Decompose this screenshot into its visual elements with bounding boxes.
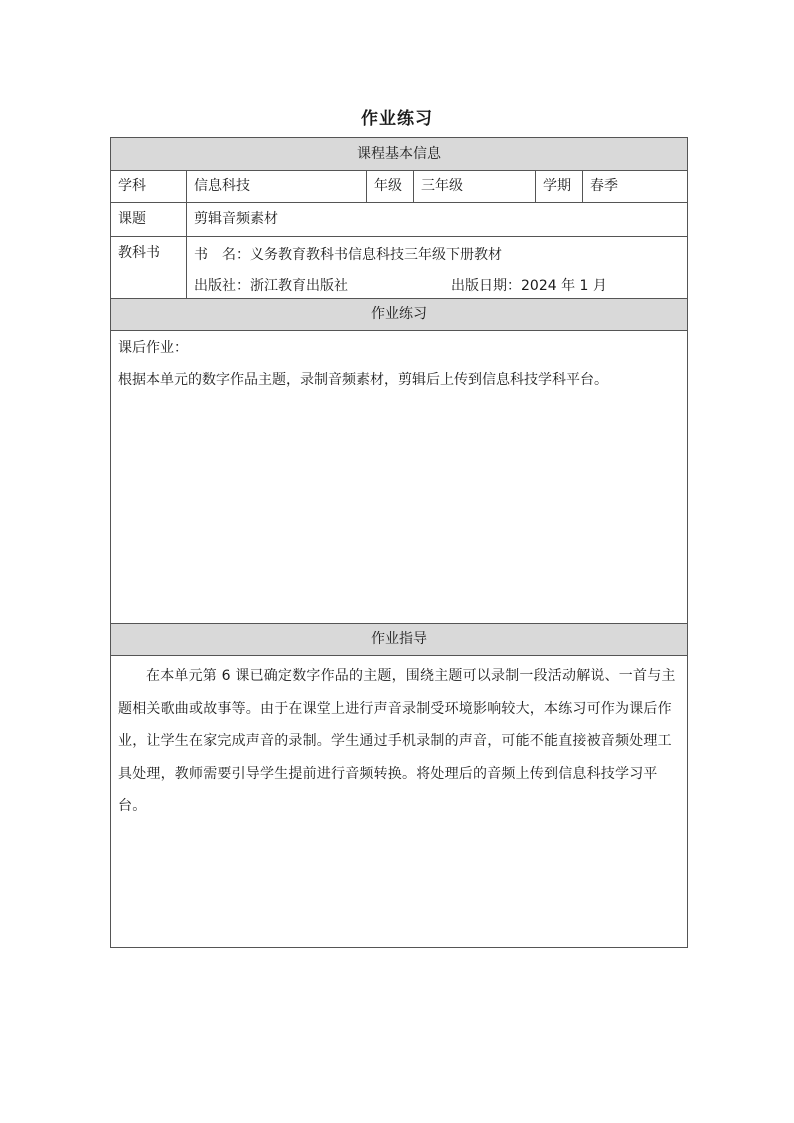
publisher: 出版社：浙江教育出版社 (194, 278, 348, 294)
term-label: 学期 (536, 171, 583, 202)
topic-row (111, 203, 687, 237)
exercise-body (111, 331, 687, 624)
exercise-content (111, 331, 687, 623)
textbook-details (187, 237, 687, 298)
term-value: 春季 (590, 178, 618, 194)
basic-info-header: 课程基本信息 (111, 138, 687, 171)
worksheet-table (110, 137, 688, 948)
exercise-header: 作业练习 (111, 299, 687, 331)
guidance-text: 在本单元第 6 课已确定数字作品的主题，围绕主题可以录制一段活动解说、一首与主题相关歌曲或故事等。由于在课堂上进行声音录制受环境影响较大，本练习可作为课后作业，让学生在家完成声音的录制。学生通过手机录制的声音，可能不能直接被音频处理工具处理，教师需要引导学生提前进行音频转换。将处理后的音频上传到信息科技学习平台。 (118, 668, 676, 814)
homework-label: 课后作业： (118, 340, 188, 356)
subject-label: 学科 (111, 171, 187, 202)
textbook-row (111, 237, 687, 299)
document-title: 作业练习 (361, 109, 433, 129)
guidance-header: 作业指导 (111, 624, 687, 656)
book-name: 书 名：义务教育教科书信息科技三年级下册教材 (194, 247, 502, 263)
publish-date: 出版日期：2024 年 1 月 (451, 278, 607, 294)
topic-label: 课题 (111, 203, 187, 236)
topic-value: 剪辑音频素材 (194, 211, 278, 227)
guidance-body (111, 656, 687, 947)
textbook-label: 教科书 (111, 237, 187, 298)
subject-value: 信息科技 (187, 171, 367, 202)
subject-grade-term-row (111, 171, 687, 203)
homework-text: 根据本单元的数字作品主题，录制音频素材，剪辑后上传到信息科技学科平台。 (118, 372, 608, 388)
grade-value: 三年级 (414, 171, 536, 202)
grade-label: 年级 (367, 171, 414, 202)
